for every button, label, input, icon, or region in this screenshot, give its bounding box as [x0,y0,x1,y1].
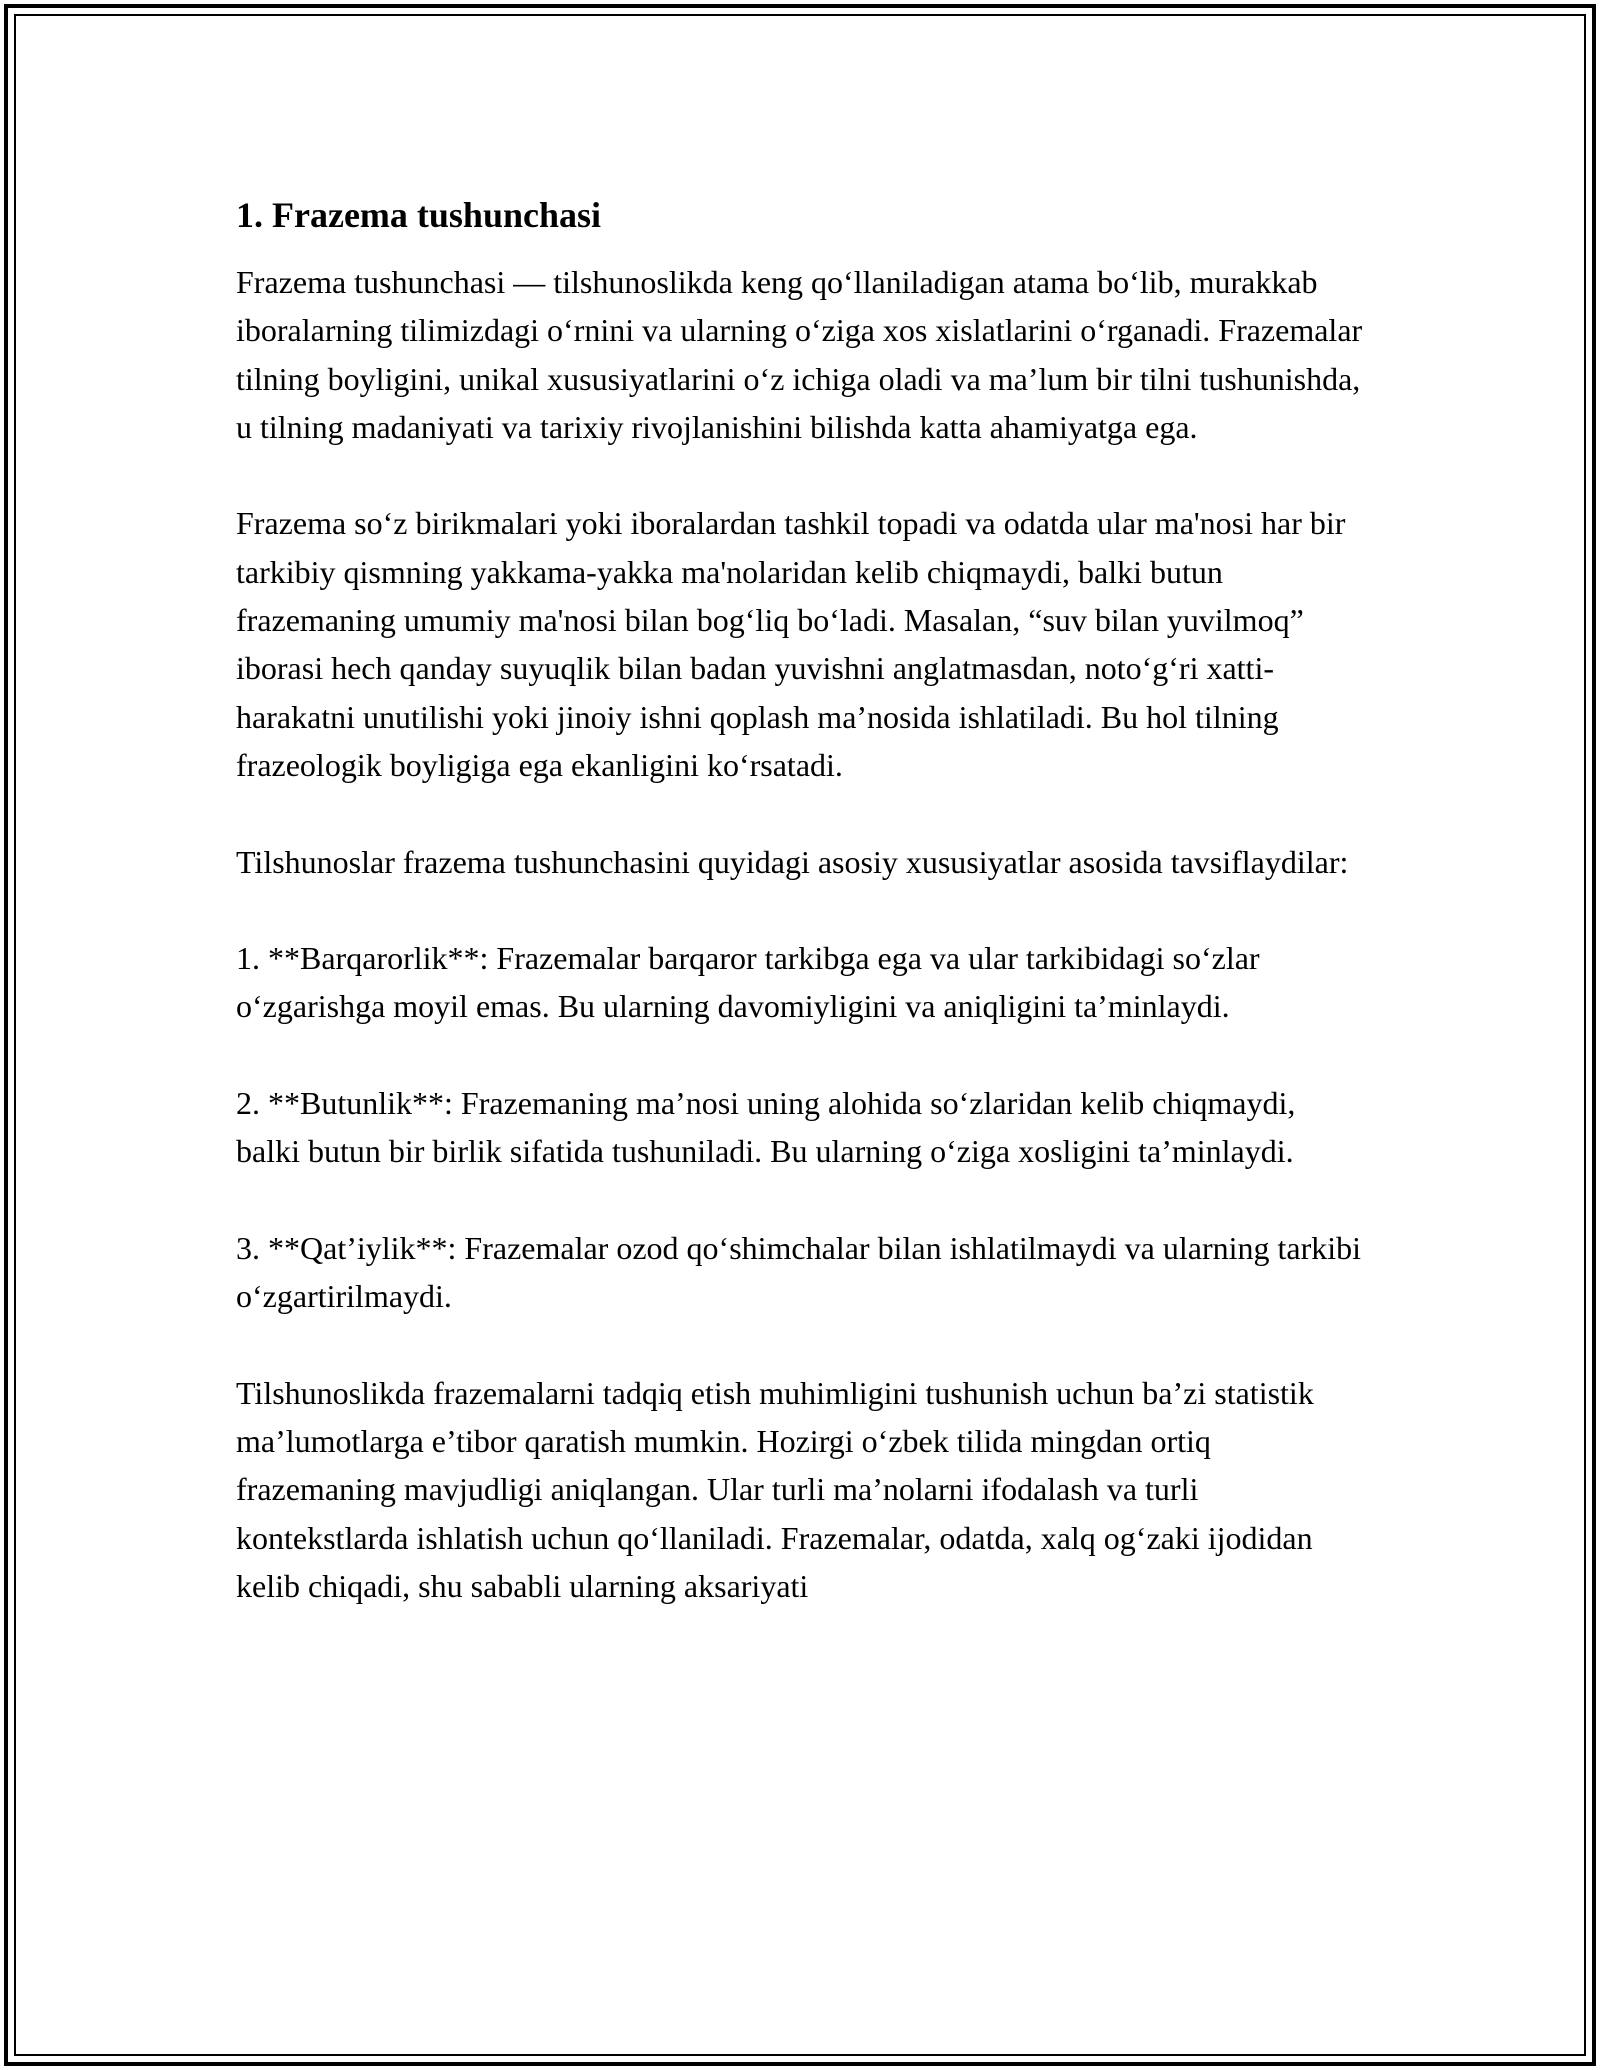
paragraph-intro: Frazema tushunchasi — tilshunoslikda keng qo‘llaniladigan atama bo‘lib, murakkab iboralarning tilimizdagi o‘rnini va ularning o‘ziga xos xislatlarini o‘rganadi. Frazemalar tilning boyligini, unikal xususiyatlarini o‘z ichiga oladi va ma’lum bir tilni tushunishda, u tilning madaniyati va tarixiy rivojlanishini bilishda katta ahamiyatga ega. [236,264,1363,445]
paragraph-composition: Frazema so‘z birikmalari yoki iboralardan tashkil topadi va odatda ular ma'nosi har bir tarkibiy qismning yakkama-yakka ma'nolaridan kelib chiqmaydi, balki butun frazemaning umumiy ma'nosi bilan bog‘liq bo‘ladi. Masalan, “suv bilan yuvilmoq” iborasi hech qanday suyuqlik bilan badan yuvishni anglatmasdan, noto‘g‘ri xatti-harakatni unutilishi yoki jinoiy ishni qoplash ma’nosida ishlatiladi. Bu hol tilning frazeologik boyligiga ega ekanligini ko‘rsatadi. [236,505,1346,783]
paragraph-statistics: Tilshunoslikda frazemalarni tadqiq etish muhimligini tushunish uchun ba’zi statistik ma’lumotlarga e’tibor qaratish mumkin. Hozirgi o‘zbek tilida mingdan ortiq frazemaning mavjudligi aniqlangan. Ular turli ma’nolarni ifodalash va turli kontekstlarda ishlatish uchun qo‘llaniladi. Frazemalar, odatda, xalq og‘zaki ijodidan kelib chiqadi, shu sababli ularning aksariyati [236,1374,1314,1605]
paragraph-properties-intro: Tilshunoslar frazema tushunchasini quyidagi asosiy xususiyatlar asosida tavsiflaydilar: [236,843,1349,880]
document-body [236,186,1366,1610]
list-item-integrity: 2. **Butunlik**: Frazemaning ma’nosi uning alohida so‘zlaridan kelib chiqmaydi, balki butun bir birlik sifatida tushuniladi. Bu ularning o‘ziga xosligini ta’minlaydi. [236,1085,1296,1170]
list-item-stability: 1. **Barqarorlik**: Frazemalar barqaror tarkibga ega va ular tarkibidagi so‘zlar o‘zgarishga moyil emas. Bu ularning davomiyligini va aniqligini ta’minlaydi. [236,940,1260,1025]
section-heading: 1. Frazema tushunchasi [236,195,602,235]
list-item-rigidity: 3. **Qat’iylik**: Frazemalar ozod qo‘shimchalar bilan ishlatilmaydi va ularning tarkibi o‘zgartirilmaydi. [236,1229,1362,1315]
